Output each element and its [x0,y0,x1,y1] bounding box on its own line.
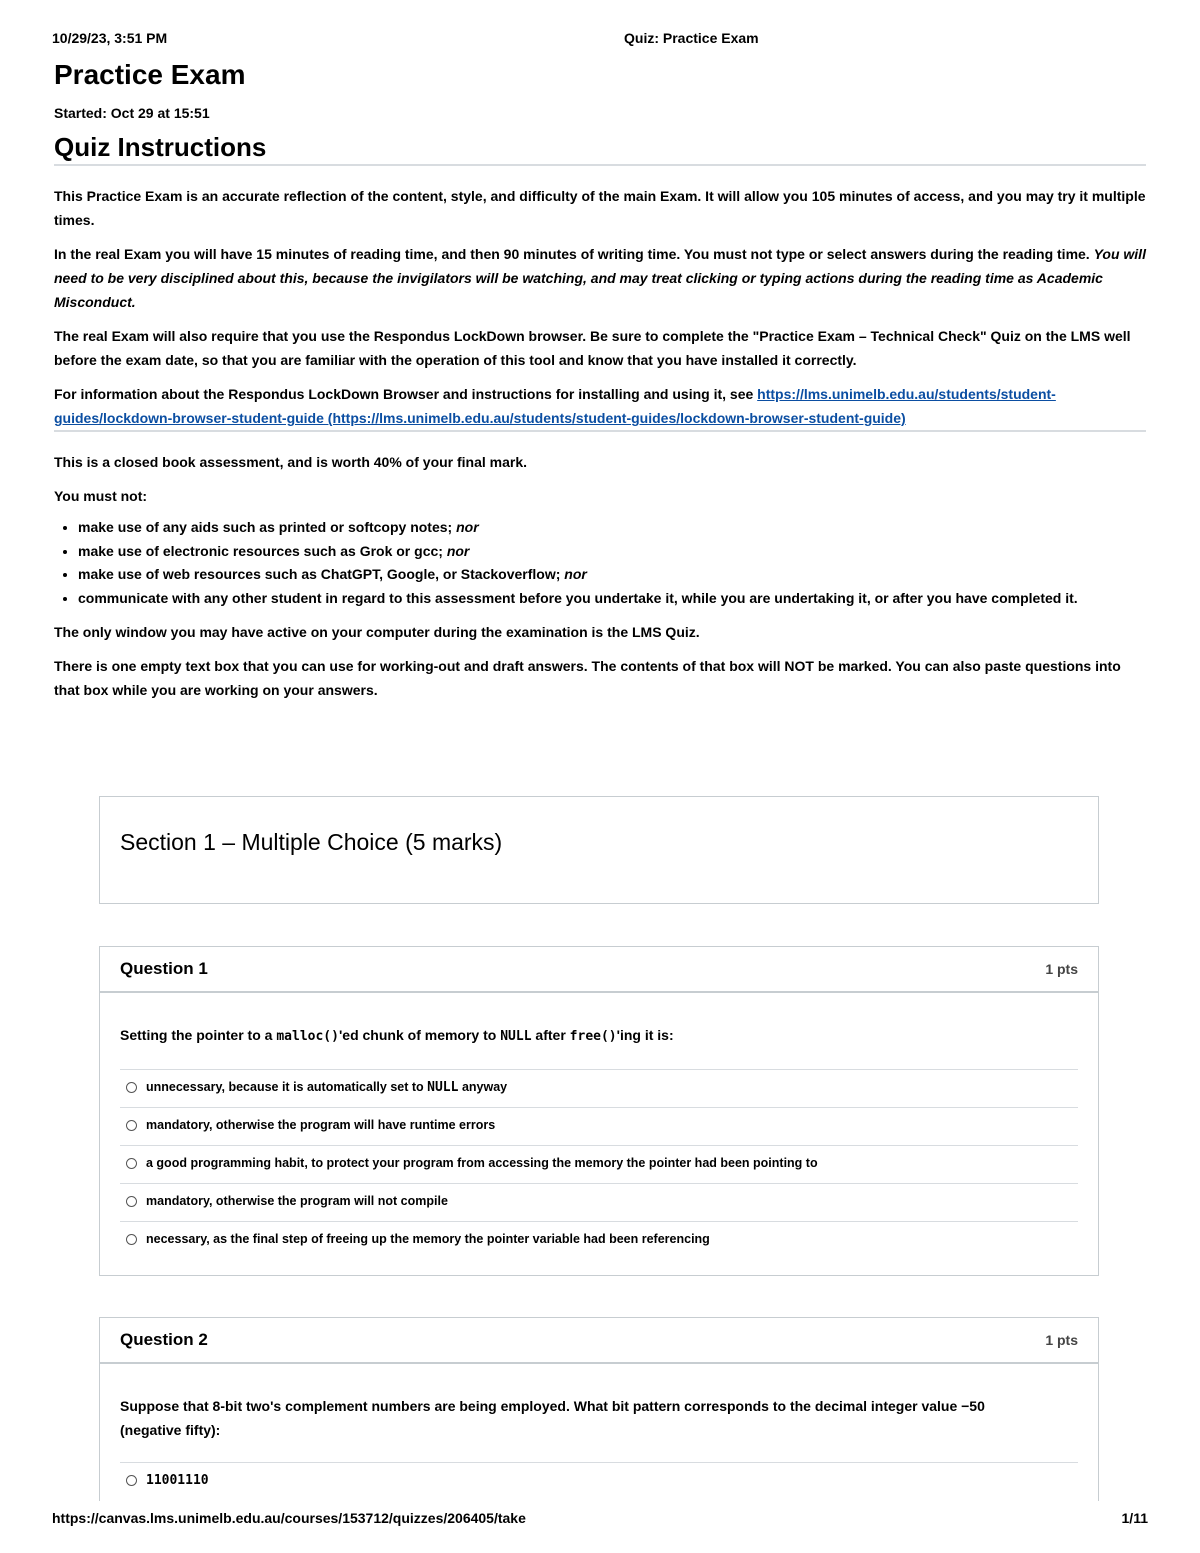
answer-list [120,1069,1078,1259]
print-page-title: Quiz: Practice Exam [624,30,759,46]
question-header [100,947,1098,993]
divider [54,430,1146,432]
instructions-title: Quiz Instructions [54,132,267,162]
list-item: • make use of web resources such as ChatGPT, Google, or Stackoverflow; nor [78,563,1146,587]
answer-option[interactable] [120,1184,1078,1222]
print-footer [52,1510,1148,1528]
instructions-paragraph [54,242,1146,314]
answer-label: necessary, as the final step of freeing up the memory the pointer variable had been referencing [146,1232,710,1246]
question-name: Question 2 [120,1330,208,1349]
page-number: 1/11 [1121,1510,1148,1526]
code-snippet: malloc() [276,1029,339,1044]
radio-button[interactable] [126,1475,137,1486]
radio-button[interactable] [126,1120,137,1131]
question-body [100,993,1098,1259]
list-item: • communicate with any other student in regard to this assessment before you undertake it, while you are undertaking it, or after you have completed it. [78,587,1146,611]
answer-label: mandatory, otherwise the program will not compile [146,1194,448,1208]
answer-option[interactable] [120,1070,1078,1108]
section-header [99,796,1099,904]
answer-label: a good programming habit, to protect your program from accessing the memory the pointer had been pointing to [146,1156,818,1170]
answer-list [120,1462,1078,1500]
instructions-paragraph: This Practice Exam is an accurate reflection of the content, style, and difficulty of the main Exam. It will allow you 105 minutes of access, and you may try it multiple times. [54,188,1146,228]
answer-label: 11001110 [146,1473,209,1488]
question-2 [99,1317,1099,1501]
radio-button[interactable] [126,1234,137,1245]
radio-button[interactable] [126,1082,137,1093]
page-title: Practice Exam [54,59,246,90]
answer-option[interactable] [120,1222,1078,1259]
answer-option[interactable] [120,1146,1078,1184]
list-item: • make use of electronic resources such as Grok or gcc; nor [78,540,1146,564]
instructions-paragraph: There is one empty text box that you can use for working-out and draft answers. The contents of that box will NOT be marked. You can also paste questions into that box while you are working on your answers. [54,658,1121,698]
question-name: Question 1 [120,959,208,978]
lockdown-guide-link[interactable]: https://lms.unimelb.edu.au/students/student-guides/lockdown-browser-student-guide (https://lms.unimelb.edu.au/students/student-guides/lockdown-browser-student-guide) [54,386,1056,426]
misconduct-warning-text: You will need to be very disciplined about this, because the invigilators will be watching, and may treat clicking or typing actions during the reading time as Academic Misconduct. [54,246,1146,310]
answer-label: unnecessary, because it is automatically set to NULL anyway [146,1080,508,1095]
reading-time-text: In the real Exam you will have 15 minutes of reading time, and then 90 minutes of writing time. You must not type or select answers during the reading time. [54,246,1090,262]
question-header [100,1318,1098,1364]
quiz-content [54,58,1146,702]
instructions-paragraph [54,382,1146,430]
question-text: Suppose that 8-bit two's complement numbers are being employed. What bit pattern corresponds to the decimal integer value −50 (negative fifty): [120,1398,985,1438]
lockdown-info-text: For information about the Respondus LockDown Browser and instructions for installing and using it, see [54,386,754,402]
question-text: Setting the pointer to a malloc()'ed chunk of memory to NULL after free()'ing it is: [120,1027,674,1044]
section-title: Section 1 – Multiple Choice (5 marks) [120,829,503,855]
question-body [100,1364,1098,1500]
question-points: 1 pts [1045,961,1078,977]
answer-option[interactable] [120,1108,1078,1146]
answer-label: mandatory, otherwise the program will have runtime errors [146,1118,496,1132]
answer-option[interactable] [120,1463,1078,1500]
radio-button[interactable] [126,1196,137,1207]
question-1 [99,946,1099,1276]
instructions-paragraph: The only window you may have active on your computer during the examination is the LMS Quiz. [54,624,700,640]
closed-book-note: This is a closed book assessment, and is worth 40% of your final mark. [54,454,528,470]
rules-list [54,516,1146,610]
instructions-paragraph: The real Exam will also require that you use the Respondus LockDown browser. Be sure to complete the "Practice Exam – Technical Check" Quiz on the LMS well before the exam date, so that you are familiar with the operation of this tool and know that you have installed it correctly. [54,328,1131,368]
print-header [52,30,1148,48]
started-timestamp: Started: Oct 29 at 15:51 [54,105,210,121]
code-snippet: NULL [500,1029,532,1044]
radio-button[interactable] [126,1158,137,1169]
must-not-heading: You must not: [54,488,148,504]
list-item: • make use of any aids such as printed or softcopy notes; nor [78,516,1146,540]
code-snippet: free() [569,1029,617,1044]
print-url: https://canvas.lms.unimelb.edu.au/courses/153712/quizzes/206405/take [52,1510,526,1526]
print-datetime: 10/29/23, 3:51 PM [52,30,168,46]
divider [54,164,1146,166]
question-points: 1 pts [1045,1332,1078,1348]
